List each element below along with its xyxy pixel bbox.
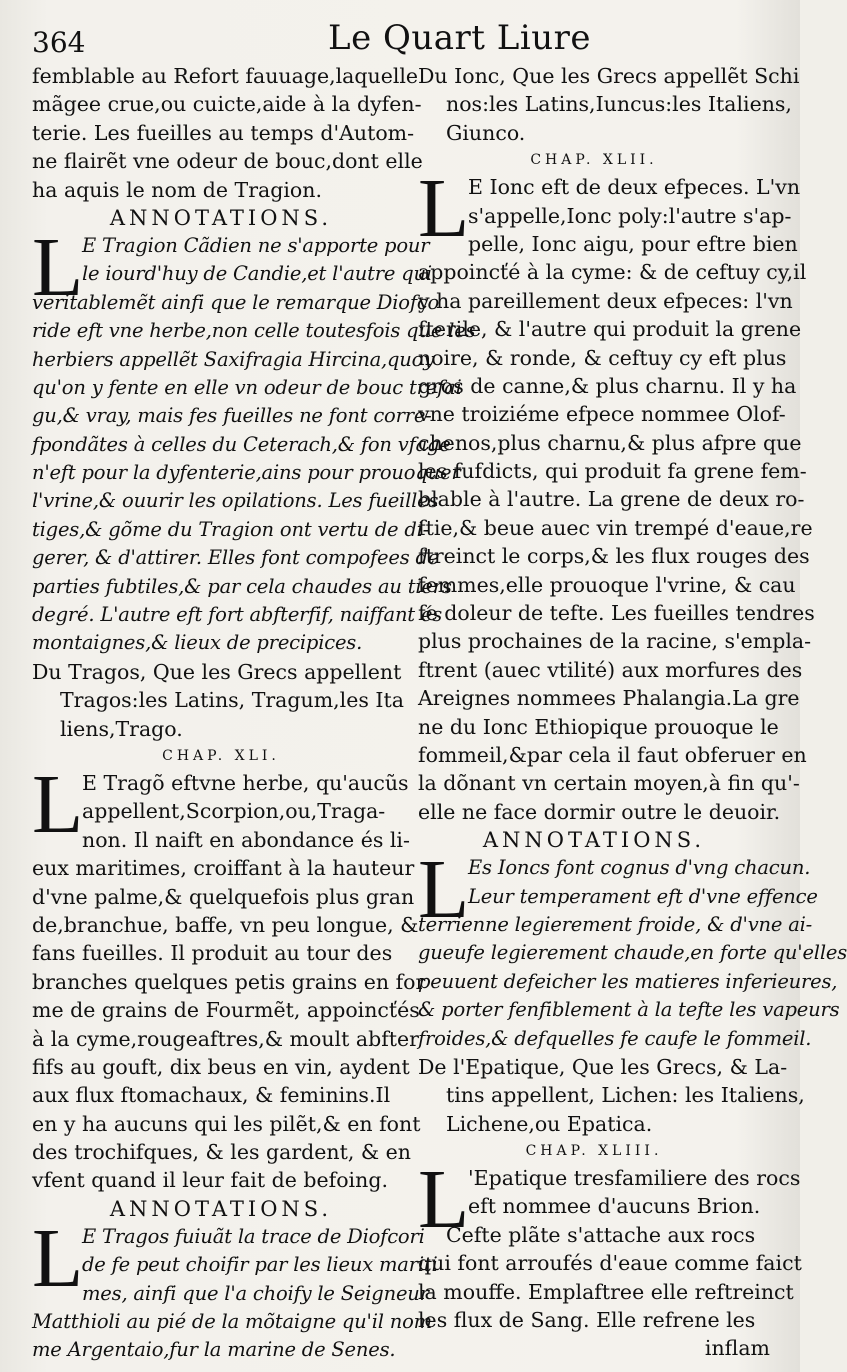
chapter-label: CHAP. XLII. <box>530 152 658 169</box>
section-title <box>418 1053 805 1138</box>
annotations-paragraph <box>32 1211 438 1365</box>
text-line: le iourd'huy de Candie,et l'autre qui <box>82 262 432 286</box>
text-line: 'Epatique tresfamiliere des rocs <box>468 1166 801 1191</box>
text-line: Areignes nommees Phalangia.La gre <box>418 686 800 711</box>
left-column <box>32 62 476 1364</box>
text-line: eux maritimes, croiffant à la hauteur <box>32 856 415 881</box>
text-line: blable à l'autre. La grene de deux ro- <box>418 487 805 512</box>
text-line: non. Il naift en abondance és li- <box>82 827 410 852</box>
text-line: les fufdicts, qui produit fa grene fem- <box>418 459 807 484</box>
text-line: montaignes,& lieux de precipices. <box>32 631 363 655</box>
text-line: E Tragõ eftvne herbe, qu'aucũs <box>82 770 409 795</box>
text-line: Tragos:les Latins, Tragum,les Ita <box>60 688 404 713</box>
right-column <box>418 62 847 1364</box>
drop-cap: L <box>418 1153 470 1247</box>
text-line: gros de canne,& plus charnu. Il y ha <box>418 373 797 398</box>
text-line: l'vrine,& ouurir les opilations. Les fueilles <box>32 489 439 513</box>
text-line: la dõnant vn certain moyen,à fin qu'- <box>418 771 800 796</box>
text-line: Cefte plãte s'attache aux rocs <box>446 1222 756 1247</box>
text-line: y ha pareillement deux efpeces: l'vn <box>418 288 793 313</box>
text-line: qui font arroufés d'eaue comme faict <box>418 1251 802 1276</box>
page-number: 364 <box>32 26 86 59</box>
chapter-label: CHAP. XLI. <box>162 747 280 764</box>
text-line: E Tragos fuiuãt la trace de Diofcori <box>82 1224 425 1248</box>
text-line: Lichene,ou Epatica. <box>446 1111 653 1136</box>
text-line: elle ne face dormir outre le deuoir. <box>418 799 781 824</box>
text-line: fterile, & l'autre qui produit la grene <box>418 317 802 342</box>
text-line: ftrent (auec vtilité) aux morfures des <box>418 657 803 682</box>
text-line: fans fueilles. Il produit au tour des <box>32 941 393 966</box>
chapter-paragraph <box>32 757 426 1195</box>
text-line: de fe peut choifir par les lieux mariti <box>82 1253 438 1277</box>
text-line: fpondãtes à celles du Ceterach,& fon vfage <box>32 432 451 456</box>
text-line: E Ionc eft de deux efpeces. L'vn <box>468 175 801 200</box>
text-line: terie. Les fueilles au temps d'Autom- <box>32 120 415 145</box>
annotations-paragraph <box>418 843 847 1053</box>
text-line: à la cyme,rougeaftres,& moult abfter <box>32 1026 419 1051</box>
text-line: mãgee crue,ou cuicte,aide à la dyfen- <box>32 92 422 117</box>
text-line: Es Ioncs font cognus d'vng chacun. <box>468 856 811 880</box>
text-line: Leur temperament eft d'vne effence <box>468 884 818 908</box>
text-line: appellent,Scorpion,ou,Traga- <box>82 799 386 824</box>
text-line: Giunco. <box>446 120 526 145</box>
drop-cap: L <box>32 1211 84 1305</box>
text-line: De l'Epatique, Que les Grecs, & La- <box>418 1054 788 1079</box>
text-line: les flux de Sang. Elle refrene les <box>418 1308 756 1333</box>
text-line: E Tragion Cãdien ne s'apporte pour <box>82 233 430 257</box>
text-line: Matthioli au pié de la mõtaigne qu'il nom <box>32 1310 432 1334</box>
drop-cap: L <box>418 843 470 937</box>
text-line: ftie,& beue auec vin trempé d'eaue,re <box>418 515 813 540</box>
text-line: peuuent defeicher les matieres inferieures, <box>418 969 838 993</box>
annotations-paragraph <box>32 220 476 658</box>
running-head <box>28 14 772 64</box>
text-line: gu,& vray, mais fes fueilles ne font corre- <box>32 404 432 428</box>
drop-cap: L <box>32 220 84 314</box>
text-line: des trochifques, & les gardent, & en <box>32 1140 411 1165</box>
drop-cap: L <box>418 162 470 256</box>
text-line: femmes,elle prouoque l'vrine, & cau <box>418 572 796 597</box>
running-title: Le Quart Liure <box>328 18 591 58</box>
text-line: gueufe legierement chaude,en forte qu'elles <box>418 941 847 965</box>
text-line: liens,Trago. <box>60 716 183 741</box>
annotations-heading: ANNOTATIONS. <box>482 828 706 853</box>
text-line: veritablemẽt ainfi que le remarque Diofco <box>32 290 440 314</box>
text-line: branches quelques petis grains en for <box>32 969 426 994</box>
text-line: femblable au Refort fauuage,laquelle <box>32 64 419 88</box>
text-line: de,branchue, baffe, vn peu longue, & <box>32 912 419 937</box>
text-line: tiges,& gõme du Tragion ont vertu de di- <box>32 517 430 541</box>
text-line: tins appellent, Lichen: les Italiens, <box>446 1083 805 1108</box>
text-line: ne flairẽt vne odeur de bouc,dont elle <box>32 149 423 174</box>
text-line: parties fubtiles,& par cela chaudes au tiers <box>32 574 452 598</box>
text-line: & porter fenfiblement à la tefte les vapeurs <box>418 998 840 1022</box>
text-line: appoincťé à la cyme: & de ceftuy cy,il <box>418 260 807 285</box>
text-line: la mouffe. Emplaftree elle reftreinct <box>418 1279 794 1304</box>
text-line: s'appelle,Ionc poly:l'autre s'ap- <box>468 203 792 228</box>
text-line: ftreinct le corps,& les flux rouges des <box>418 544 810 569</box>
text-line: fommeil,&par cela il faut obferuer en <box>418 742 807 767</box>
text-line: mes, ainfi que l'a choify le Seigneur <box>82 1281 429 1305</box>
section-title <box>32 658 410 743</box>
text-line: d'vne palme,& quelquefois plus gran <box>32 884 415 909</box>
chapter-label: CHAP. XLIII. <box>525 1143 663 1160</box>
text-line: aux flux ftomachaux, & feminins.Il <box>32 1083 391 1108</box>
text-line: qu'on y fente en elle vn odeur de bouc trefai <box>32 375 462 399</box>
text-line: ne du Ionc Ethiopique prouoque le <box>418 714 779 739</box>
annotations-heading: ANNOTATIONS. <box>109 205 333 230</box>
text-line: degré. L'autre eft fort abfterfif, naiffant és <box>32 603 443 627</box>
text-line: herbiers appellẽt Saxifragia Hircina,quoy <box>32 347 435 371</box>
text-line: vne troiziéme efpece nommee Olof- <box>418 402 786 427</box>
text-line: me Argentaio,fur la marine de Senes. <box>32 1338 396 1362</box>
text-line: Du Ionc, Que les Grecs appellẽt Schi <box>418 64 800 88</box>
text-line: froides,& defquelles fe caufe le fommeil. <box>418 1026 812 1050</box>
text-line: noire, & ronde, & ceftuy cy eft plus <box>418 345 787 370</box>
text-line: terrienne legierement froide, & d'vne ai- <box>418 912 813 936</box>
text-line: Du Tragos, Que les Grecs appellent <box>32 659 402 684</box>
text-line: en y ha aucuns qui les pilẽt,& en font <box>32 1111 421 1136</box>
text-line: fifs au gouft, dix beus en vin, aydent <box>32 1054 410 1079</box>
text-line: pelle, Ionc aigu, pour eftre bien <box>468 231 798 256</box>
text-line: vfent quand il leur fait de befoing. <box>32 1168 388 1193</box>
text-line: fe doleur de tefte. Les fueilles tendres <box>418 601 815 626</box>
text-line: eft nommee d'aucuns Brion. <box>468 1194 761 1219</box>
text-line: me de grains de Fourmẽt, appoincťés <box>32 998 420 1023</box>
text-line: plus prochaines de la racine, s'empla- <box>418 629 812 654</box>
text-line: n'eft pour la dyfenterie,ains pour prouoquer <box>32 461 461 485</box>
text-line: ride eft vne herbe,non celle toutesfois que les <box>32 319 476 343</box>
text-line: nos:les Latins,Iuncus:les Italiens, <box>446 92 792 117</box>
annotations-heading: ANNOTATIONS. <box>109 1196 333 1221</box>
text-line: ha aquis le nom de Tragion. <box>32 177 322 202</box>
text-line: chenos,plus charnu,& plus afpre que <box>418 430 802 455</box>
text-line: inflam <box>704 1336 770 1361</box>
drop-cap: L <box>32 757 84 851</box>
chapter-paragraph <box>418 1153 802 1363</box>
section-title <box>418 62 800 147</box>
text-line: gerer, & d'attirer. Elles font compofees de <box>32 546 440 570</box>
intro-paragraph <box>32 62 423 204</box>
chapter-paragraph <box>418 162 815 826</box>
